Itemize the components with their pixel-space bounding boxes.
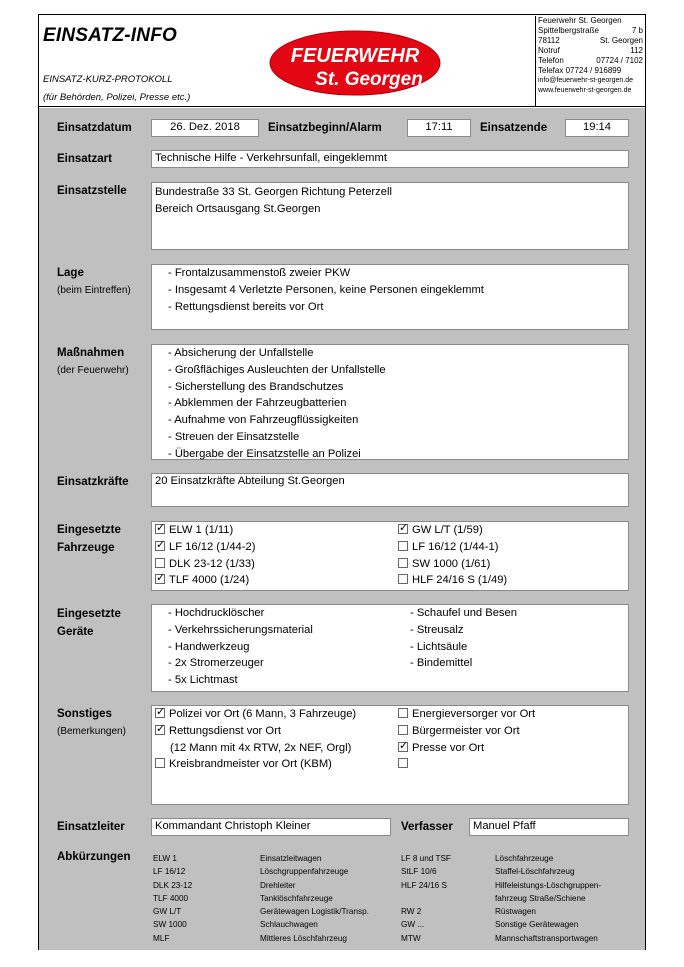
abbr-meaning: Mannschaftstransportwagen [495, 933, 598, 943]
fahrzeug-checkbox-row[interactable]: ✓TLF 4000 (1/24) [155, 572, 255, 589]
contact-street-row: Spittelbergstraße 7 b [538, 26, 643, 35]
page-subtitle: EINSATZ-KURZ-PROTOKOLL [43, 74, 173, 85]
label-sonstiges-sub: (Bemerkungen) [57, 726, 126, 737]
abbr-item: MLF [153, 933, 170, 943]
fahrzeug-checkbox-row[interactable]: LF 16/12 (1/44-1) [398, 539, 507, 556]
sonstiges-checkbox-row[interactable]: Energieversorger vor Ort [398, 706, 535, 723]
logo-text-bottom: St. Georgen [315, 69, 423, 90]
abbr-meaning: Gerätewagen Logistik/Transp. [260, 907, 369, 917]
sonstiges-checkbox-row[interactable] [398, 756, 535, 773]
checkbox[interactable] [155, 758, 165, 768]
label-stelle: Einsatzstelle [57, 185, 127, 197]
geraet-line: - 2x Stromerzeuger [168, 657, 264, 670]
abbr-column-3 [401, 852, 451, 945]
contact-email[interactable]: info@feuerwehr-st-georgen.de [538, 77, 634, 84]
contact-city-row: 78112 St. Georgen [538, 36, 643, 45]
checkbox[interactable] [155, 524, 165, 534]
sonstiges-checkbox-row[interactable]: Bürgermeister vor Ort [398, 723, 535, 740]
checkbox[interactable] [398, 758, 408, 768]
sonstiges-checkbox-row[interactable]: ✓Presse vor Ort [398, 740, 535, 757]
checkbox[interactable] [398, 708, 408, 718]
fire-department-logo [269, 30, 441, 96]
fahrzeug-checkbox-row[interactable]: DLK 23-12 (1/33) [155, 556, 255, 573]
abbr-item: GW ... [401, 920, 425, 930]
label-geraete-1: Eingesetzte [57, 608, 121, 620]
leiter-field[interactable]: Kommandant Christoph Kleiner [151, 818, 391, 836]
checkbox[interactable] [398, 574, 408, 584]
abbr-meaning: Löschgruppenfahrzeuge [260, 867, 349, 877]
contact-fax: Telefax 07724 / 916899 [538, 66, 622, 75]
kraefte-field[interactable]: 20 Einsatzkräfte Abteilung St.Georgen [151, 473, 629, 507]
abbr-item: ELW 1 [153, 854, 177, 863]
contact-phone-row: Telefon 07724 / 7102 [538, 56, 643, 65]
fahrzeuge-right-column [398, 522, 507, 589]
massnahme-line: - Streuen der Einsatzstelle [168, 430, 300, 443]
fahrzeuge-field [151, 521, 629, 591]
contact-block [535, 16, 643, 106]
label-art: Einsatzart [57, 153, 112, 165]
header [39, 15, 645, 107]
abbr-item [401, 892, 451, 905]
massnahmen-field[interactable] [151, 344, 629, 460]
contact-website[interactable]: www.feuerwehr-st-georgen.de [538, 87, 632, 94]
label-sonstiges: Sonstiges [57, 708, 112, 720]
checkbox[interactable] [398, 742, 408, 752]
abbr-item: LF 8 und TSF [401, 854, 451, 863]
abbr-item: StLF 10/6 [401, 867, 437, 877]
abbr-item: RW 2 [401, 907, 422, 917]
art-field[interactable]: Technische Hilfe - Verkehrsunfall, eingeklemmt [151, 150, 629, 168]
geraete-field[interactable] [151, 604, 629, 692]
label-massnahmen-sub: (der Feuerwehr) [57, 365, 129, 376]
geraete-right-column [410, 605, 517, 672]
fahrzeug-checkbox-row[interactable]: ✓ELW 1 (1/11) [155, 522, 255, 539]
geraet-line: - Hochdrucklöscher [168, 607, 265, 619]
massnahme-line: - Großflächiges Ausleuchten der Unfallstelle [168, 363, 386, 376]
massnahme-line: - Aufnahme von Fahrzeugflüssigkeiten [168, 414, 359, 427]
abbr-meaning: Schlauchwagen [260, 920, 318, 930]
geraet-line: - 5x Lichtmast [168, 674, 238, 687]
label-geraete-2: Geräte [57, 626, 94, 638]
geraet-line: - Streusalz [410, 623, 464, 636]
abbr-item: HLF 24/16 S [401, 880, 447, 890]
datum-field[interactable]: 26. Dez. 2018 [151, 119, 259, 137]
geraet-line: - Bindemittel [410, 657, 473, 670]
abbr-meaning: Hilfeleistungs-Löschgruppen- [495, 880, 602, 890]
logo-text-top: FEUERWEHR [290, 45, 420, 67]
fahrzeug-checkbox-row[interactable]: ✓GW L/T (1/59) [398, 522, 507, 539]
contact-org: Feuerwehr St. Georgen [538, 16, 622, 25]
label-abkuerzungen: Abkürzungen [57, 851, 131, 863]
label-fahrzeuge-2: Fahrzeuge [57, 542, 115, 554]
geraete-left-column [168, 605, 313, 689]
abbr-item: GW L/T [153, 907, 182, 917]
abbr-column-2 [260, 852, 369, 945]
massnahme-line: - Übergabe der Einsatzstelle an Polizei [168, 447, 361, 460]
stelle-field[interactable] [151, 182, 629, 250]
checkbox[interactable] [155, 708, 165, 718]
checkbox[interactable] [398, 541, 408, 551]
stelle-line-1: Bundestraße 33 St. Georgen Richtung Peterzell [155, 186, 392, 198]
fahrzeug-checkbox-row[interactable]: ✓LF 16/12 (1/44-2) [155, 539, 255, 556]
abbr-column-4 [495, 852, 601, 945]
checkbox[interactable] [155, 574, 165, 584]
label-ende: Einsatzende [480, 122, 548, 134]
abbr-column-1 [153, 852, 192, 945]
abbr-meaning: Drehleiter [260, 880, 296, 890]
label-lage: Lage [57, 267, 84, 279]
lage-line: - Frontalzusammenstoß zweier PKW [168, 267, 351, 279]
label-leiter: Einsatzleiter [57, 821, 125, 833]
massnahme-line: - Sicherstellung des Brandschutzes [168, 380, 344, 393]
lage-line: - Rettungsdienst bereits vor Ort [168, 300, 324, 313]
checkbox[interactable] [155, 558, 165, 568]
verfasser-field[interactable]: Manuel Pfaff [469, 818, 629, 836]
abbr-meaning: Staffel-Löschfahrzeug [495, 867, 575, 877]
ende-field[interactable]: 19:14 [565, 119, 629, 137]
checkbox[interactable] [398, 558, 408, 568]
lage-field[interactable] [151, 264, 629, 330]
checkbox[interactable] [155, 541, 165, 551]
abbr-meaning: Mittleres Löschfahrzeug [260, 933, 347, 943]
abbr-item: SW 1000 [153, 920, 187, 930]
contact-notruf-row: Notruf 112 [538, 46, 643, 55]
abbr-item: DLK 23-12 [153, 880, 193, 890]
label-massnahmen: Maßnahmen [57, 347, 125, 359]
sonstiges-left-column [155, 706, 356, 773]
geraet-line: - Schaufel und Besen [410, 607, 517, 619]
abbr-meaning: Tanklöschfahrzeuge [260, 893, 333, 903]
checkbox[interactable] [398, 524, 408, 534]
stelle-line-2: Bereich Ortsausgang St.Georgen [155, 202, 321, 215]
checkbox[interactable] [155, 725, 165, 735]
label-datum: Einsatzdatum [57, 122, 132, 134]
fahrzeug-checkbox-row[interactable]: HLF 24/16 S (1/49) [398, 572, 507, 589]
sonstiges-right-column [398, 706, 535, 773]
abbr-item: MTW [401, 933, 421, 943]
lage-line: - Insgesamt 4 Verletzte Personen, keine Personen eingeklemmt [168, 283, 484, 296]
abbr-meaning: fahrzeug Straße/Schiene [495, 893, 586, 903]
abbr-meaning: Löschfahrzeuge [495, 854, 554, 863]
abbr-meaning: Sonstige Gerätewagen [495, 920, 579, 930]
fahrzeug-checkbox-row[interactable]: SW 1000 (1/61) [398, 556, 507, 573]
label-verfasser: Verfasser [401, 821, 453, 833]
massnahme-line: - Abklemmen der Fahrzeugbatterien [168, 397, 347, 410]
label-kraefte: Einsatzkräfte [57, 476, 129, 488]
protocol-sheet [38, 14, 646, 950]
sonstiges-checkbox-row[interactable]: ✓Rettungsdienst vor Ort [155, 723, 356, 740]
abbr-meaning: Einsatzleitwagen [260, 854, 322, 863]
label-fahrzeuge-1: Eingesetzte [57, 524, 121, 536]
massnahme-line: - Absicherung der Unfallstelle [168, 347, 314, 359]
form-body [39, 108, 645, 950]
geraet-line: - Handwerkzeug [168, 640, 250, 653]
checkbox[interactable] [398, 725, 408, 735]
fahrzeuge-left-column [155, 522, 255, 589]
beginn-field[interactable]: 17:11 [407, 119, 471, 137]
sonstiges-field [151, 705, 629, 805]
sonstiges-checkbox-row[interactable]: Kreisbrandmeister vor Ort (KBM) [155, 756, 356, 773]
sonstiges-note-line: (12 Mann mit 4x RTW, 2x NEF, Orgl) [170, 741, 352, 754]
geraet-line: - Verkehrssicherungsmaterial [168, 623, 313, 636]
geraet-line: - Lichtsäule [410, 640, 468, 653]
abbr-item: TLF 4000 [153, 893, 189, 903]
abbr-meaning: Rüstwagen [495, 907, 536, 917]
sonstiges-checkbox-row[interactable]: ✓Polizei vor Ort (6 Mann, 3 Fahrzeuge) [155, 706, 356, 723]
label-lage-sub: (beim Eintreffen) [57, 285, 131, 296]
page-audience: (für Behörden, Polizei, Presse etc.) [43, 92, 191, 103]
page-title: EINSATZ-INFO [43, 25, 177, 46]
label-beginn: Einsatzbeginn/Alarm [268, 122, 382, 134]
abbr-item: LF 16/12 [153, 867, 186, 877]
